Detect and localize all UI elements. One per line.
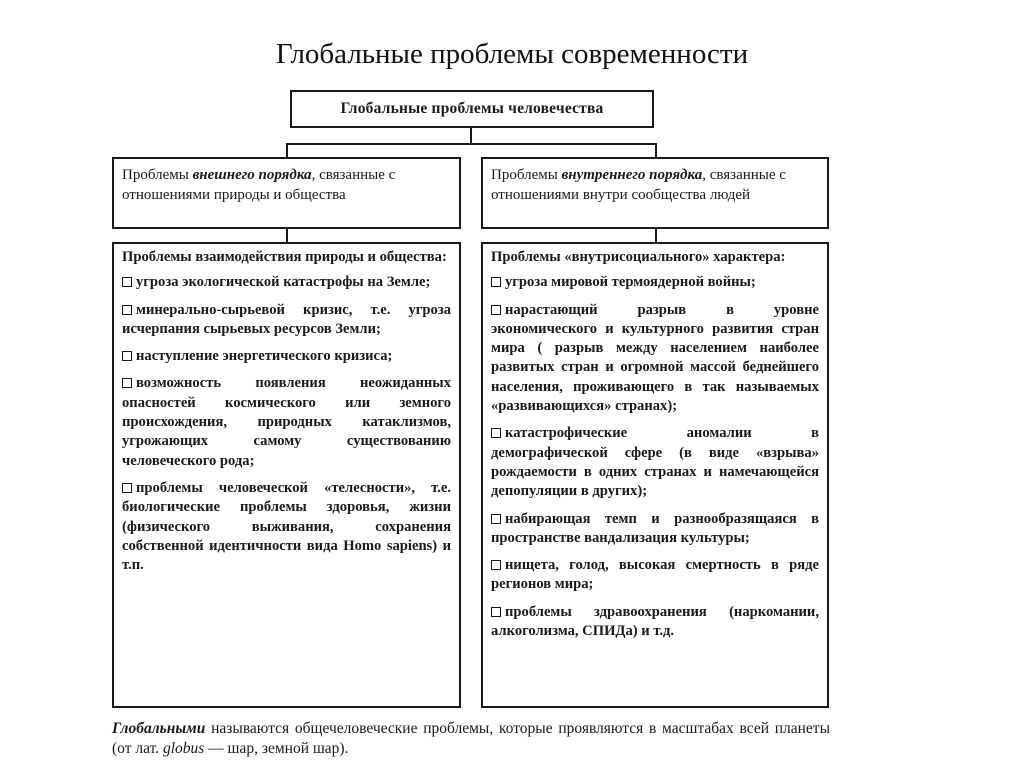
list-item-text: набирающая темп и разнообразящаяся в пространстве вандализация культуры;	[491, 510, 819, 546]
list-item	[491, 273, 819, 292]
connector-top-stem	[470, 128, 472, 144]
page-title: Глобальные проблемы современности	[275, 38, 749, 70]
checkbox-icon	[491, 428, 501, 438]
list-item	[491, 510, 819, 549]
list-nature-society	[112, 242, 461, 708]
checkbox-icon	[122, 378, 132, 388]
node-external-emphasis: внешнего порядка	[192, 167, 312, 183]
definition-footnote	[112, 719, 830, 759]
list-item	[491, 556, 819, 595]
list-item-text: наступление энергетического кризиса;	[136, 348, 393, 365]
list-item	[491, 424, 819, 501]
connector-right-drop	[655, 143, 657, 157]
node-internal-emphasis: внутреннего порядка	[561, 167, 703, 183]
connector-left-mid	[286, 229, 288, 242]
root-node-global-problems	[290, 90, 654, 128]
node-external-text: Проблемы	[122, 167, 193, 183]
footnote-text-end: — шар, земной шар).	[204, 740, 349, 757]
list-item	[122, 273, 451, 292]
list-item	[122, 347, 451, 366]
list-item-text: проблемы здравоохранения (наркомании, алкоголизма, СПИДа) и т.д.	[491, 603, 819, 640]
list-item-text: минерально-сырьевой кризис, т.е. угроза исчерпания сырьевых ресурсов Земли;	[122, 301, 451, 337]
node-internal-problems	[481, 157, 829, 229]
list-item-text: возможность появления неожиданных опасностей космического или земного происхождения, природных катаклизмов, угрожающих самому существованию человеческого рода;	[122, 375, 451, 469]
checkbox-icon	[491, 277, 501, 287]
node-external-problems	[112, 157, 461, 229]
node-external-text-end: , связанные с отношениями природы и общества	[122, 167, 396, 203]
connector-right-mid	[655, 229, 657, 242]
list-item-text: угроза экологической катастрофы на Земле;	[136, 274, 431, 291]
node-internal-text-end: , связанные с отношениями внутри сообщества людей	[491, 167, 786, 203]
checkbox-icon	[491, 514, 501, 524]
list-intrasocial	[481, 242, 829, 708]
checkbox-icon	[122, 483, 132, 493]
list-item-text: катастрофические аномалии в демографической сфере (в виде «взрыва» рождаемости в одних странах и намечающейся депопуляции в других);	[491, 425, 819, 500]
list-item-text: угроза мировой термоядерной войны;	[505, 274, 756, 291]
list-title: Проблемы взаимодействия природы и общества:	[122, 249, 447, 265]
checkbox-icon	[491, 305, 501, 315]
list-item	[122, 479, 451, 575]
list-item	[122, 301, 451, 340]
footnote-text: называются общечеловеческие проблемы, которые проявляются в масштабах всей планеты (от лат.	[112, 720, 830, 757]
footnote-term: Глобальными	[112, 720, 206, 737]
root-node-label: Глобальные проблемы человечества	[340, 100, 604, 117]
list-title: Проблемы «внутрисоциального» характера:	[491, 249, 786, 265]
connector-horizontal	[286, 143, 657, 145]
footnote-latin: globus	[162, 740, 205, 757]
list-item	[491, 603, 819, 642]
node-internal-text: Проблемы	[491, 167, 562, 183]
list-item-text: нарастающий разрыв в уровне экономического и культурного развития стран мира ( разрыв между населением наиболее развитых стран и огромной массой беднейшего населения, проживающего в так называемых «развивающихся» странах);	[491, 301, 819, 415]
checkbox-icon	[491, 607, 501, 617]
list-item	[491, 301, 819, 417]
checkbox-icon	[122, 351, 132, 361]
checkbox-icon	[122, 277, 132, 287]
list-item	[122, 374, 451, 470]
list-item-text: проблемы человеческой «телесности», т.е. биологические проблемы здоровья, жизни (физического выживания, сохранения собственной идентичности вида Homo sapiens) и т.п.	[122, 479, 451, 574]
checkbox-icon	[491, 560, 501, 570]
connector-left-drop	[286, 143, 288, 157]
list-item-text: нищета, голод, высокая смертность в ряде регионов мира;	[491, 557, 819, 593]
checkbox-icon	[122, 305, 132, 315]
